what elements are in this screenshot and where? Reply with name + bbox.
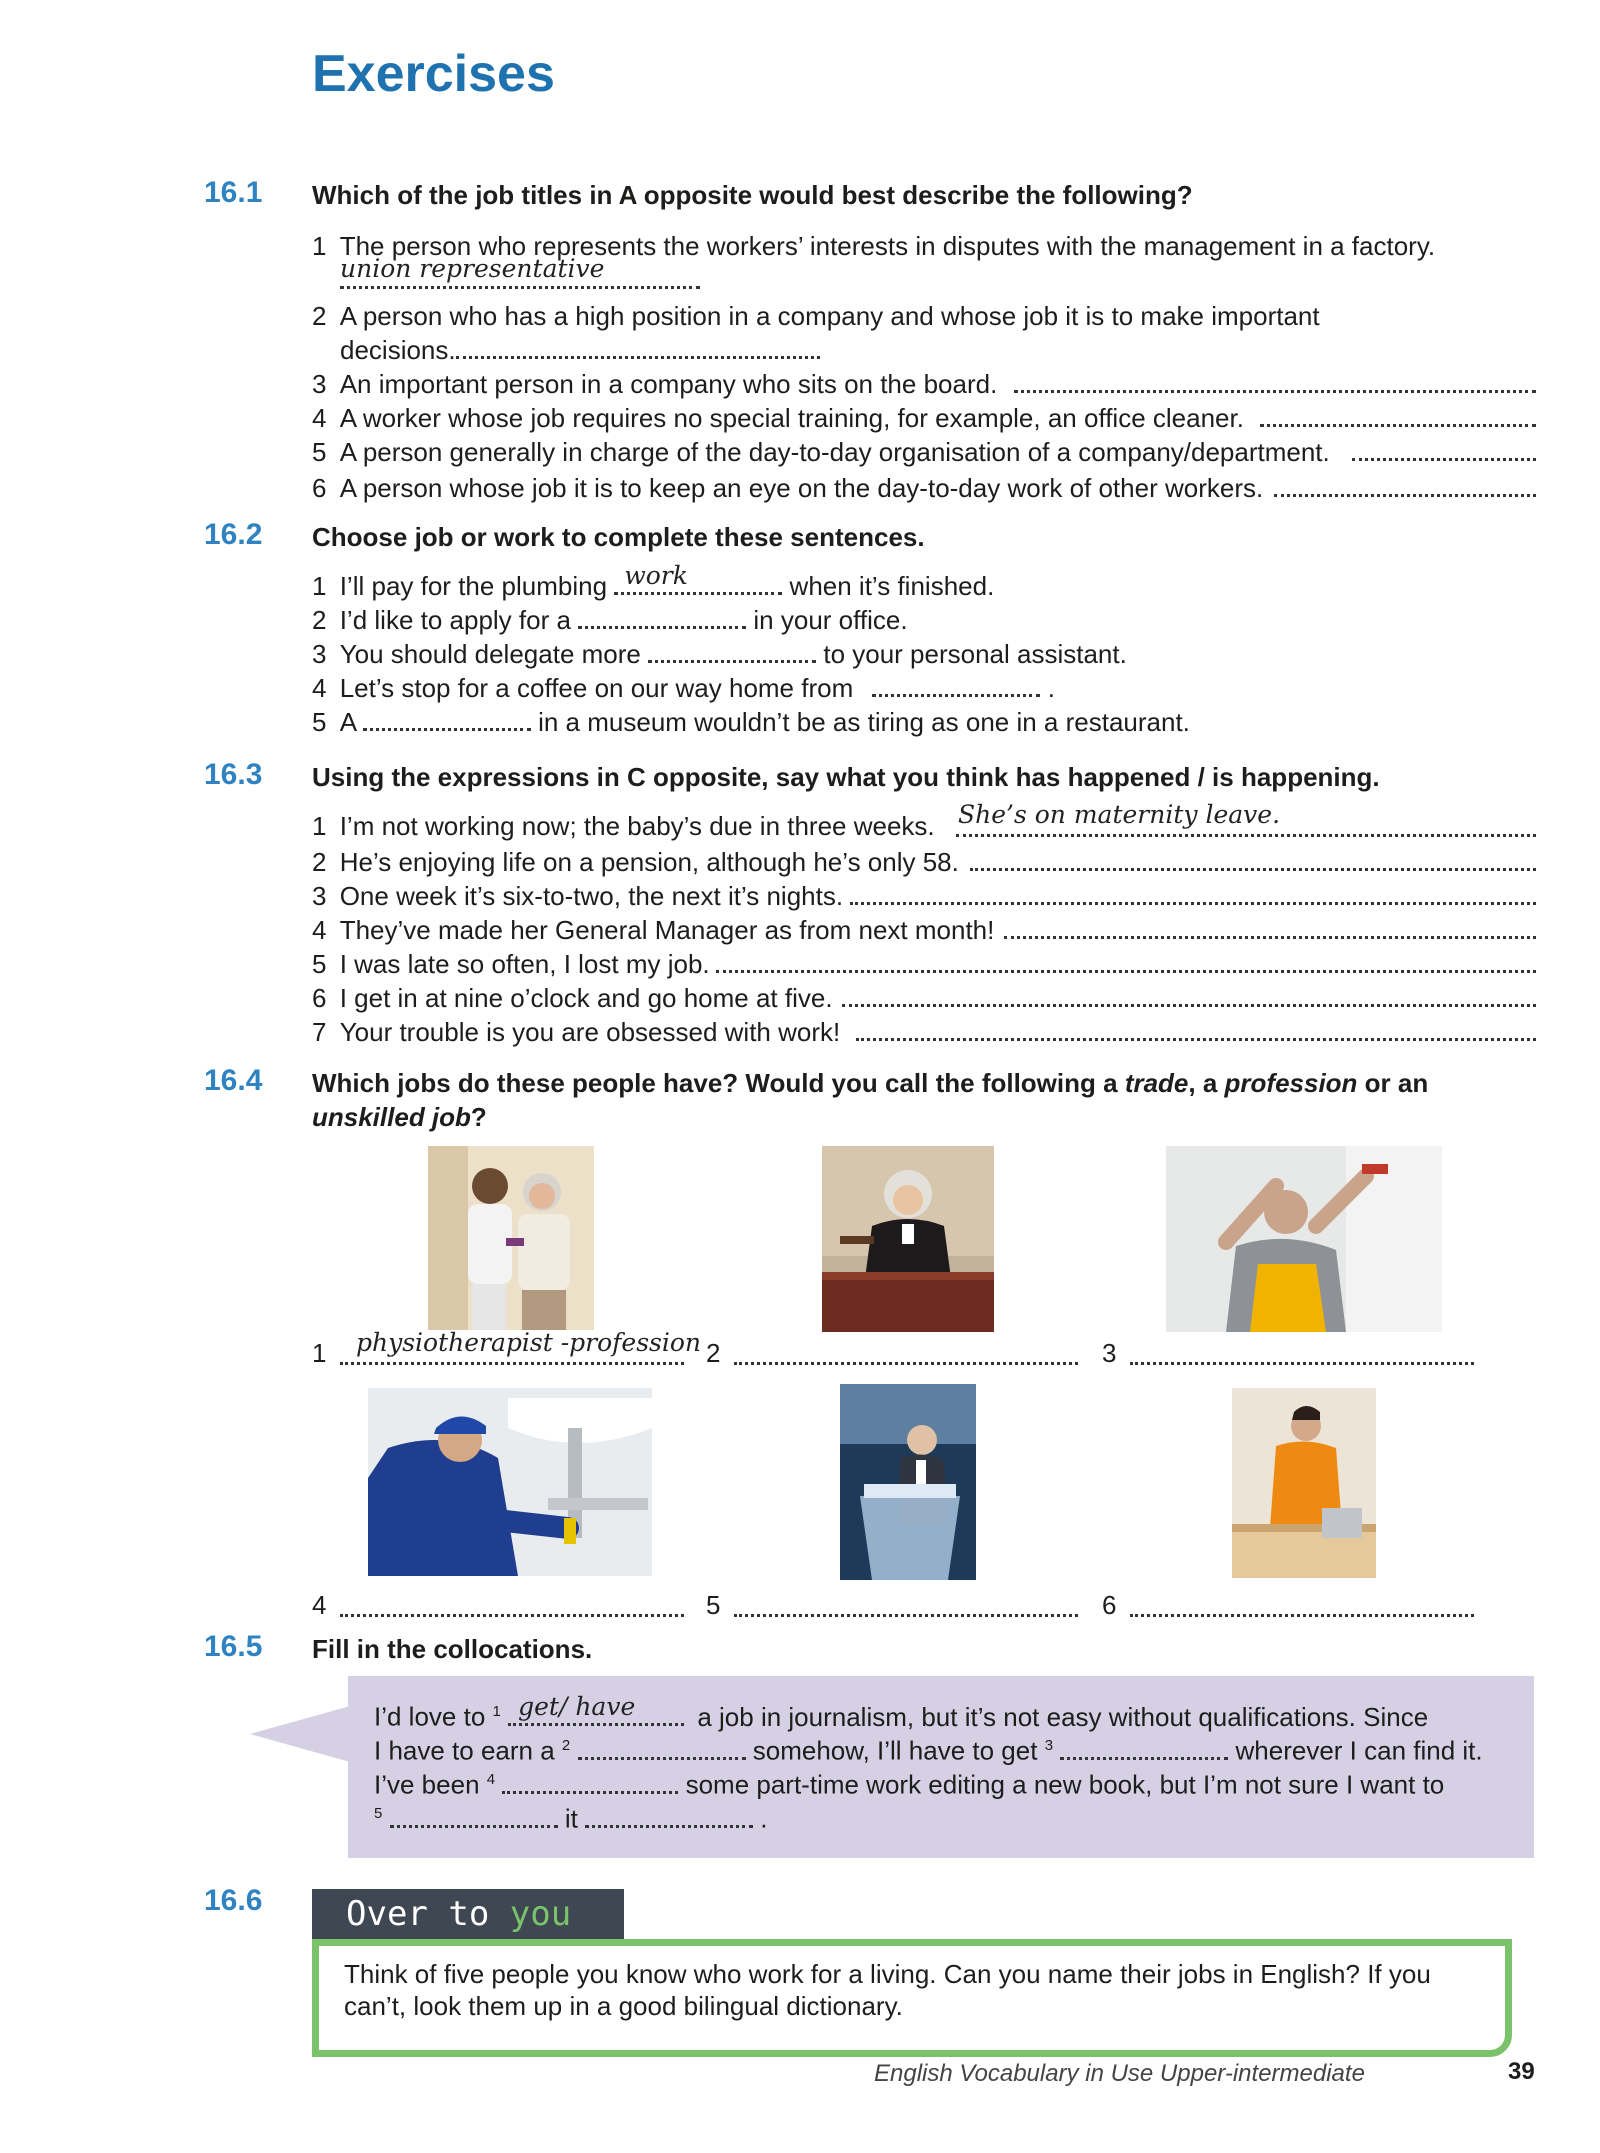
item-number: 1 xyxy=(312,231,327,261)
ex2-item-1: 1 I’ll pay for the plumbing work when it’s finished. xyxy=(312,561,995,601)
ex1-item-2 xyxy=(312,300,1320,332)
ex1-answer-1: union representative xyxy=(340,254,605,283)
item-number: 3 xyxy=(312,369,327,399)
exercise-heading-16-1: Which of the job titles in A opposite would best describe the following? xyxy=(312,180,1193,210)
ex3-item-4: 4 They’ve made her General Manager as from next month! xyxy=(312,915,995,945)
item-number: 6 xyxy=(312,473,327,503)
ex4-label-4: 4 xyxy=(312,1590,327,1620)
ex2-blank-5[interactable] xyxy=(363,704,531,731)
photo-speaker xyxy=(840,1384,976,1580)
ex3-answer-1: She’s on maternity leave. xyxy=(958,800,1281,829)
ex3-item-3: 3 One week it’s six-to-two, the next it’s nights. xyxy=(312,881,844,911)
ex1-answer-line-2[interactable] xyxy=(456,356,820,359)
item-text: The person who represents the workers’ interests in disputes with the management in a factory. xyxy=(339,231,1436,261)
item-number: 5 xyxy=(312,437,327,467)
ex1-answer-line-5[interactable] xyxy=(1352,458,1536,461)
ex5-blank-5[interactable] xyxy=(390,1801,558,1828)
photo-physiotherapist xyxy=(428,1146,594,1330)
ex5-line-3: I’ve been $^4$ some part-time work editing a new book, but I’m not sure I want to xyxy=(374,1764,1444,1801)
ex4-answer-1: physiotherapist -profession xyxy=(356,1328,702,1357)
item-text: A person who has a high position in a company and whose job it is to make important xyxy=(339,301,1320,331)
ex5-answer-1: get/ have xyxy=(518,1691,636,1721)
over-to-you-title: Over to you xyxy=(346,1894,572,1934)
ex1-item-2-continued: decisions. xyxy=(340,335,456,365)
exercise-number-16-3: 16.3 xyxy=(204,758,263,791)
ex4-label-2: 2 xyxy=(706,1338,721,1368)
exercise-number-16-6: 16.6 xyxy=(204,1884,263,1917)
item-number: 2 xyxy=(312,301,327,331)
ex3-answer-line-3[interactable] xyxy=(850,902,1536,905)
ex4-label-1: 1 xyxy=(312,1338,327,1368)
exercise-number-16-2: 16.2 xyxy=(204,518,263,551)
ex3-answer-line-2[interactable] xyxy=(970,868,1536,871)
ex1-item-6 xyxy=(312,472,1263,504)
over-to-you-text-line-1: Think of five people you know who work for a living. Can you name their jobs in English? If you xyxy=(344,1959,1431,1989)
ex2-blank-2[interactable] xyxy=(578,602,746,629)
page-number: 39 xyxy=(1508,2058,1535,2085)
ex4-label-3: 3 xyxy=(1102,1338,1117,1368)
ex4-label-6: 6 xyxy=(1102,1590,1117,1620)
exercise-number-16-5: 16.5 xyxy=(204,1630,263,1663)
ex1-item-5 xyxy=(312,436,1330,468)
over-to-you-text-line-2: can’t, look them up in a good bilingual dictionary. xyxy=(344,1991,903,2021)
ex1-answer-line-6[interactable] xyxy=(1274,494,1536,497)
ex4-answer-line-1[interactable] xyxy=(340,1362,684,1365)
photo-electrician xyxy=(1166,1146,1442,1332)
item-text: A worker whose job requires no special training, for example, an office cleaner. xyxy=(339,403,1244,433)
ex2-blank-1[interactable] xyxy=(614,561,782,595)
ex3-answer-line-6[interactable] xyxy=(842,1004,1536,1007)
ex1-answer-line-3[interactable] xyxy=(1014,390,1536,393)
footer-book-title: English Vocabulary in Use Upper-intermediate xyxy=(874,2060,1365,2087)
ex4-answer-line-6[interactable] xyxy=(1130,1614,1474,1617)
exercise-heading-16-3: Using the expressions in C opposite, say what you think has happened / is happening. xyxy=(312,762,1380,792)
ex2-item-5: 5 A in a museum wouldn’t be as tiring as one in a restaurant. xyxy=(312,704,1190,738)
ex3-item-6: 6 I get in at nine o’clock and go home at five. xyxy=(312,983,833,1013)
ex5-blank-2[interactable] xyxy=(578,1733,746,1760)
ex3-item-7: 7 Your trouble is you are obsessed with work! xyxy=(312,1017,841,1047)
ex2-item-3: 3 You should delegate more to your personal assistant. xyxy=(312,636,1127,670)
ex3-answer-line-7[interactable] xyxy=(856,1038,1536,1041)
ex2-answer-1: work xyxy=(624,561,688,590)
photo-plumber xyxy=(368,1388,652,1576)
exercise-heading-16-4-continued: unskilled job? xyxy=(312,1102,487,1132)
ex5-blank-6[interactable] xyxy=(585,1801,753,1828)
ex2-item-4: 4 Let’s stop for a coffee on our way home from . xyxy=(312,670,1055,704)
ex5-blank-1[interactable] xyxy=(508,1691,684,1726)
exercise-heading-16-2: Choose job or work to complete these sentences. xyxy=(312,522,925,552)
exercise-heading-16-4: Which jobs do these people have? Would you call the following a trade, a profession or an xyxy=(312,1068,1429,1098)
ex5-blank-3[interactable] xyxy=(1060,1733,1228,1760)
ex2-blank-4[interactable] xyxy=(872,670,1040,697)
exercise-number-16-1: 16.1 xyxy=(204,176,263,209)
ex3-answer-line-1[interactable] xyxy=(956,834,1536,837)
ex4-answer-line-3[interactable] xyxy=(1130,1362,1474,1365)
page-title: Exercises xyxy=(312,45,555,103)
ex3-item-5: 5 I was late so often, I lost my job. xyxy=(312,949,710,979)
ex5-line-4: $^5$ it . xyxy=(374,1798,768,1835)
ex5-line-2: I have to earn a $^2$ somehow, I’ll have to get $^3$ wherever I can find it. xyxy=(374,1730,1483,1767)
exercise-number-16-4: 16.4 xyxy=(204,1064,263,1097)
item-number: 4 xyxy=(312,403,327,433)
ex3-item-2: 2 He’s enjoying life on a pension, although he’s only 58. xyxy=(312,847,959,877)
ex4-answer-line-4[interactable] xyxy=(340,1614,684,1617)
ex3-item-1: 1 I’m not working now; the baby’s due in three weeks. xyxy=(312,811,935,841)
photo-carpenter xyxy=(1232,1388,1376,1578)
ex5-line-1: I’d love to $^1$ get/ have a job in journalism, but it’s not easy without qualifications. Since xyxy=(374,1691,1429,1732)
speech-bubble-tail xyxy=(250,1706,350,1762)
ex3-answer-line-5[interactable] xyxy=(716,970,1536,973)
ex1-answer-line-1[interactable] xyxy=(340,286,700,289)
ex1-item-4 xyxy=(312,402,1244,434)
item-text: An important person in a company who sits on the board. xyxy=(339,369,998,399)
ex4-answer-line-5[interactable] xyxy=(734,1614,1078,1617)
ex4-label-5: 5 xyxy=(706,1590,721,1620)
ex1-item-3 xyxy=(312,368,997,400)
item-text: A person whose job it is to keep an eye on the day-to-day work of other workers. xyxy=(339,473,1264,503)
ex1-answer-line-4[interactable] xyxy=(1260,424,1536,427)
ex5-blank-4[interactable] xyxy=(502,1767,678,1794)
exercise-heading-16-5: Fill in the collocations. xyxy=(312,1634,593,1664)
photo-judge xyxy=(822,1146,994,1332)
ex2-blank-3[interactable] xyxy=(648,636,816,663)
ex4-answer-line-2[interactable] xyxy=(734,1362,1078,1365)
ex2-item-2: 2 I’d like to apply for a in your office. xyxy=(312,602,908,636)
ex3-answer-line-4[interactable] xyxy=(1004,936,1536,939)
item-text: A person generally in charge of the day-to-day organisation of a company/department. xyxy=(339,437,1330,467)
